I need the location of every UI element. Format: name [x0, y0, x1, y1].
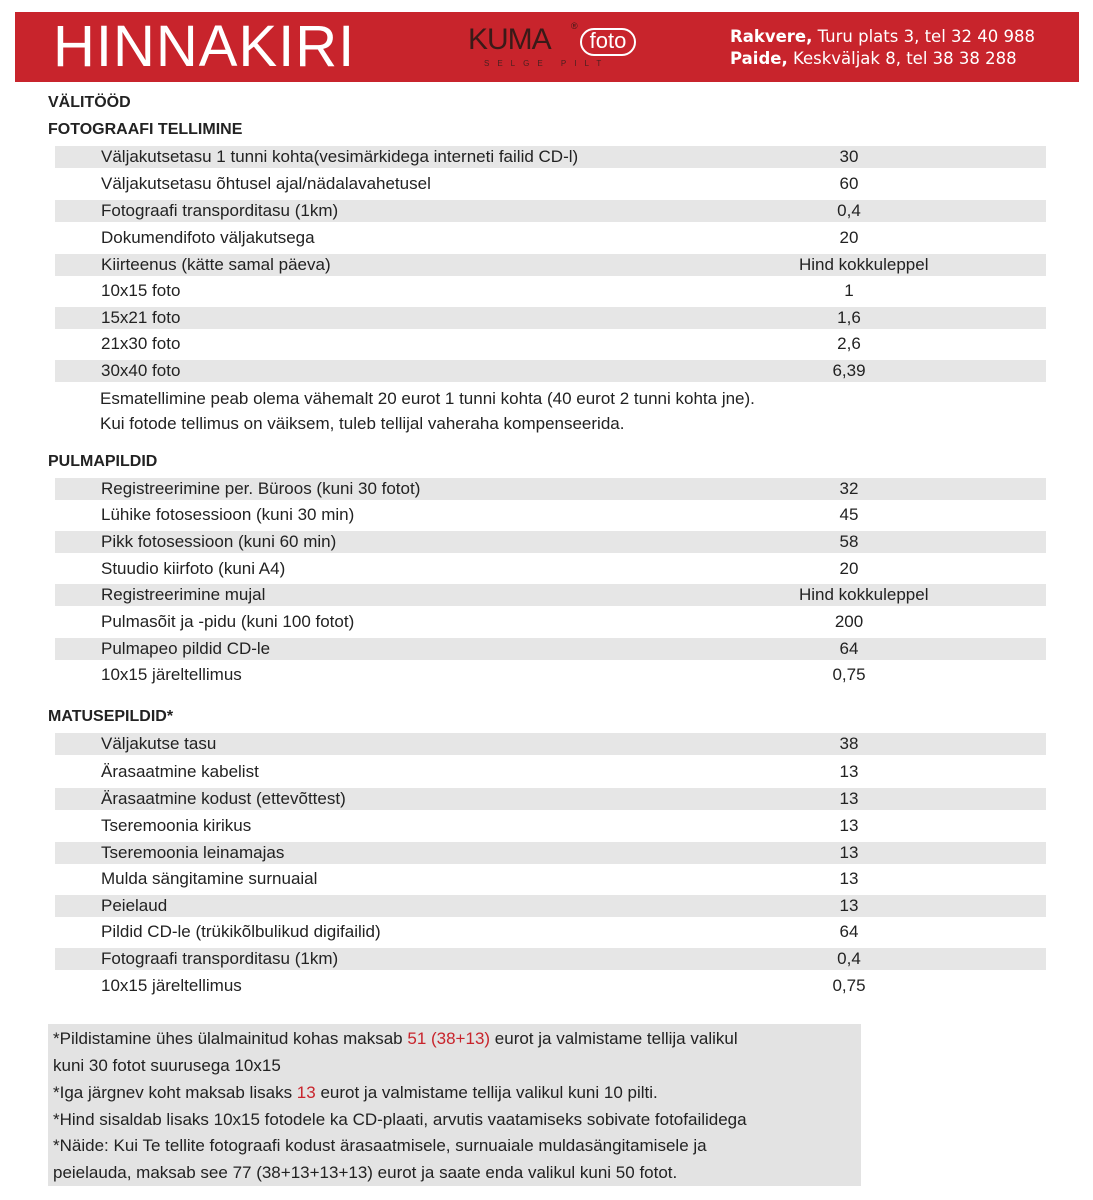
footnote-highlight: 13 — [296, 1083, 316, 1102]
service-label: Registreerimine per. Büroos (kuni 30 fotot) — [101, 479, 421, 498]
service-label: Peielaud — [101, 896, 168, 915]
service-price: 45 — [839, 505, 859, 524]
service-price: 30 — [839, 147, 859, 166]
kuma-foto-logo — [468, 21, 640, 75]
price-row — [55, 975, 1046, 997]
price-row — [55, 611, 1046, 633]
service-price: Hind kokkuleppel — [799, 255, 929, 274]
footnote-line: kuni 30 fotot suurusega 10x15 — [53, 1056, 281, 1075]
address-detail: Turu plats 3, tel 32 40 988 — [812, 27, 1036, 46]
service-price: 2,6 — [837, 334, 861, 353]
price-row — [55, 146, 1046, 168]
price-row — [55, 895, 1046, 917]
service-label: Tseremoonia leinamajas — [101, 843, 285, 862]
logo-foto-badge: foto — [580, 28, 636, 56]
price-row — [55, 531, 1046, 553]
service-label: Pulmasõit ja -pidu (kuni 100 fotot) — [101, 612, 355, 631]
service-price: 6,39 — [832, 361, 866, 380]
price-row — [55, 173, 1046, 195]
heading-pulmapildid: PULMAPILDID — [48, 453, 158, 470]
price-row — [55, 360, 1046, 382]
service-label: Pulmapeo pildid CD-le — [101, 639, 271, 658]
service-price: 64 — [839, 922, 859, 941]
service-price: 13 — [839, 843, 859, 862]
footnote-text: *Pildistamine ühes ülalmainitud kohas maksab — [53, 1029, 408, 1048]
price-row — [55, 921, 1046, 943]
service-price: 38 — [839, 734, 859, 753]
logo-tagline: SELGE PILT — [484, 59, 610, 68]
price-row — [55, 733, 1046, 755]
service-label: Dokumendifoto väljakutsega — [101, 228, 315, 247]
footnote-line — [53, 1028, 738, 1050]
footnote-text: eurot ja valmistame tellija valikul kuni 10 pilti. — [315, 1083, 658, 1102]
service-price: 0,75 — [832, 976, 866, 995]
service-label: Stuudio kiirfoto (kuni A4) — [101, 559, 286, 578]
address-block — [730, 26, 1035, 70]
price-row — [55, 788, 1046, 810]
service-label: Väljakutsetasu 1 tunni kohta(vesimärkidega interneti failid CD-l) — [101, 147, 579, 166]
service-price: 58 — [839, 532, 859, 551]
service-price: 0,4 — [837, 201, 861, 220]
page-title: HINNAKIRI — [53, 14, 356, 79]
service-price: 13 — [839, 762, 859, 781]
price-row — [55, 948, 1046, 970]
service-label: 21x30 foto — [101, 334, 181, 353]
price-row — [55, 638, 1046, 660]
heading-fotograafi-tellimine: FOTOGRAAFI TELLIMINE — [48, 121, 243, 138]
price-row — [55, 868, 1046, 890]
service-price: 1 — [844, 281, 854, 300]
header-banner — [15, 12, 1079, 82]
price-row — [55, 584, 1046, 606]
service-label: Ärasaatmine kodust (ettevõttest) — [101, 789, 346, 808]
order-note: Esmatellimine peab olema vähemalt 20 eurot 1 tunni kohta (40 eurot 2 tunni kohta jne). — [100, 389, 755, 408]
service-price: 13 — [839, 896, 859, 915]
address-rakvere — [730, 26, 1035, 48]
service-price: 13 — [839, 816, 859, 835]
service-label: 10x15 järeltellimus — [101, 976, 242, 995]
address-city: Paide, — [730, 49, 788, 68]
service-label: Tseremoonia kirikus — [101, 816, 252, 835]
price-row — [55, 761, 1046, 783]
service-label: Väljakutse tasu — [101, 734, 217, 753]
price-row — [55, 254, 1046, 276]
address-detail: Keskväljak 8, tel 38 38 288 — [787, 49, 1017, 68]
service-price: 64 — [839, 639, 859, 658]
service-label: Mulda sängitamine surnuaial — [101, 869, 318, 888]
footnote-line: peielauda, maksab see 77 (38+13+13+13) eurot ja saate enda valikul kuni 50 fotot. — [53, 1163, 678, 1182]
footnote-highlight: 51 (38+13) — [407, 1029, 491, 1048]
service-label: Ärasaatmine kabelist — [101, 762, 259, 781]
footnote-box — [48, 1024, 861, 1186]
service-price: Hind kokkuleppel — [799, 585, 929, 604]
service-label: Väljakutsetasu õhtusel ajal/nädalavahetusel — [101, 174, 431, 193]
order-note: Kui fotode tellimus on väiksem, tuleb tellijal vaheraha kompenseerida. — [100, 414, 625, 433]
address-city: Rakvere, — [730, 27, 813, 46]
service-label: Fotograafi transporditasu (1km) — [101, 949, 339, 968]
heading-valitood: VÄLITÖÖD — [48, 94, 131, 111]
price-row — [55, 280, 1046, 302]
service-label: Pikk fotosessioon (kuni 60 min) — [101, 532, 337, 551]
footnote-line: *Hind sisaldab lisaks 10x15 fotodele ka CD-plaati, arvutis vaatamiseks sobivate fotofailidega — [53, 1110, 747, 1129]
heading-matusepildid: MATUSEPILDID* — [48, 708, 174, 725]
service-label: Kiirteenus (kätte samal päeva) — [101, 255, 331, 274]
footnote-text: eurot ja valmistame tellija valikul — [490, 1029, 738, 1048]
service-price: 20 — [839, 228, 859, 247]
footnote-line: *Näide: Kui Te tellite fotograafi kodust ärasaatmisele, surnuaiale muldasängitamisele ja — [53, 1136, 707, 1155]
service-label: Fotograafi transporditasu (1km) — [101, 201, 339, 220]
service-price: 0,75 — [832, 665, 866, 684]
service-price: 20 — [839, 559, 859, 578]
service-label: Registreerimine mujal — [101, 585, 266, 604]
price-row — [55, 842, 1046, 864]
service-price: 32 — [839, 479, 859, 498]
price-row — [55, 558, 1046, 580]
logo-word: KUMA — [468, 23, 551, 56]
price-row — [55, 664, 1046, 686]
logo-registered-mark: ® — [571, 21, 578, 31]
price-row — [55, 307, 1046, 329]
service-label: 30x40 foto — [101, 361, 181, 380]
price-row — [55, 815, 1046, 837]
price-row — [55, 333, 1046, 355]
price-row — [55, 227, 1046, 249]
footnote-text: *Iga järgnev koht maksab lisaks — [53, 1083, 297, 1102]
service-label: Lühike fotosessioon (kuni 30 min) — [101, 505, 355, 524]
service-price: 200 — [834, 612, 864, 631]
footnote-line — [53, 1082, 658, 1104]
price-row — [55, 504, 1046, 526]
address-paide — [730, 48, 1035, 70]
price-row — [55, 478, 1046, 500]
service-label: 10x15 foto — [101, 281, 181, 300]
service-price: 60 — [839, 174, 859, 193]
service-price: 13 — [839, 869, 859, 888]
service-price: 1,6 — [837, 308, 861, 327]
price-row — [55, 200, 1046, 222]
service-label: 10x15 järeltellimus — [101, 665, 242, 684]
service-label: Pildid CD-le (trükikõlbulikud digifailid) — [101, 922, 381, 941]
service-label: 15x21 foto — [101, 308, 181, 327]
service-price: 0,4 — [837, 949, 861, 968]
service-price: 13 — [839, 789, 859, 808]
